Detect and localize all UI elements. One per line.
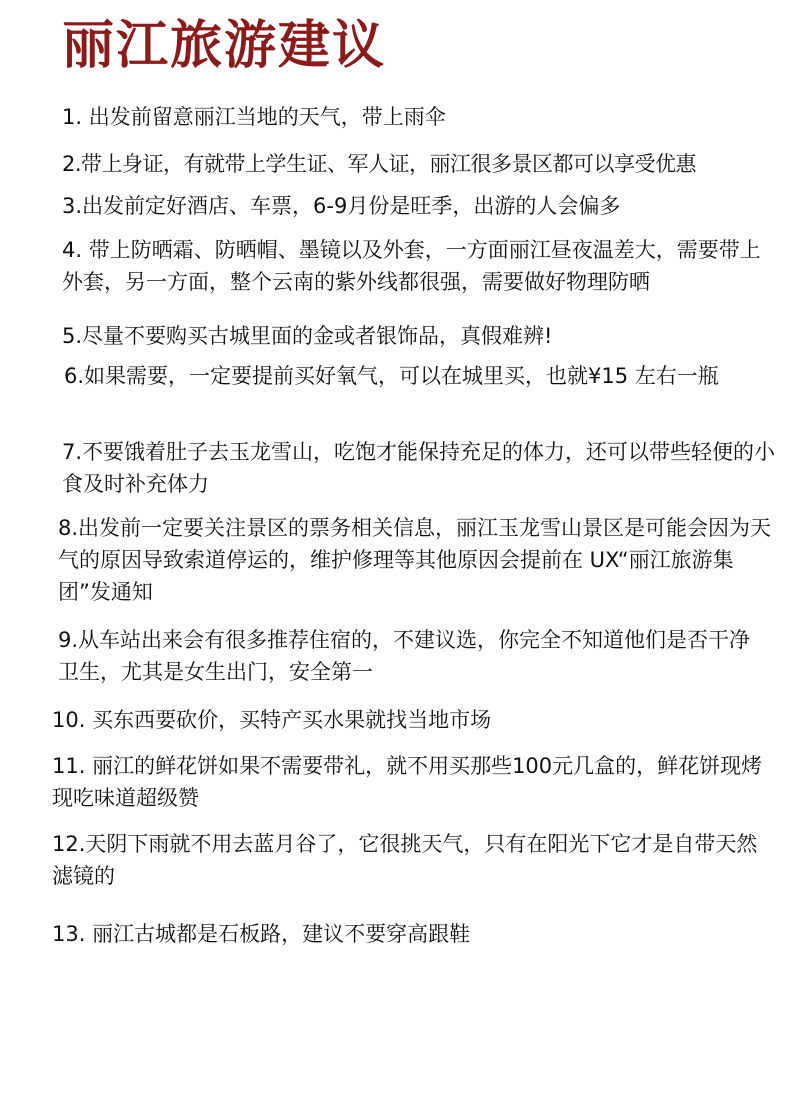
tip-9: 9.从车站出来会有很多推荐住宿的，不建议选，你完全不知道他们是否干净卫生，尤其是女生出门，安全第一 <box>58 628 751 684</box>
tip-7: 7.不要饿着肚子去玉龙雪山，吃饱才能保持充足的体力，还可以带些轻便的小食及时补充体力 <box>62 440 776 496</box>
tip-8: 8.出发前一定要关注景区的票务相关信息，丽江玉龙雪山景区是可能会因为天气的原因导致索道停运的，维护修理等其他原因会提前在 UX“丽江旅游集团”发通知 <box>58 516 772 604</box>
tip-2: 2.带上身证，有就带上学生证、军人证，丽江很多景区都可以享受优惠 <box>62 152 697 176</box>
tip-11: 11. 丽江的鲜花饼如果不需要带礼，就不用买那些100元几盒的，鲜花饼现烤现吃味道超级赞 <box>52 754 763 810</box>
tip-5: 5.尽量不要购买古城里面的金或者银饰品，真假难辨! <box>62 324 553 348</box>
tip-3: 3.出发前定好酒店、车票，6-9月份是旺季，出游的人会偏多 <box>62 194 621 218</box>
tip-4: 4. 带上防晒霜、防晒帽、墨镜以及外套，一方面丽江昼夜温差大，需要带上外套，另一方面，整个云南的紫外线都很强，需要做好物理防晒 <box>62 238 761 294</box>
page-title: 丽江旅游建议 <box>62 15 387 76</box>
tip-10: 10. 买东西要砍价，买特产买水果就找当地市场 <box>52 708 492 732</box>
tip-12: 12.天阴下雨就不用去蓝月谷了，它很挑天气，只有在阳光下它才是自带天然滤镜的 <box>52 832 758 888</box>
tip-13: 13. 丽江古城都是石板路，建议不要穿高跟鞋 <box>52 922 471 946</box>
tip-6: 6.如果需要，一定要提前买好氧气，可以在城里买，也就¥15 左右一瓶 <box>64 364 719 388</box>
tip-1: 1. 出发前留意丽江当地的天气，带上雨伞 <box>62 105 446 129</box>
